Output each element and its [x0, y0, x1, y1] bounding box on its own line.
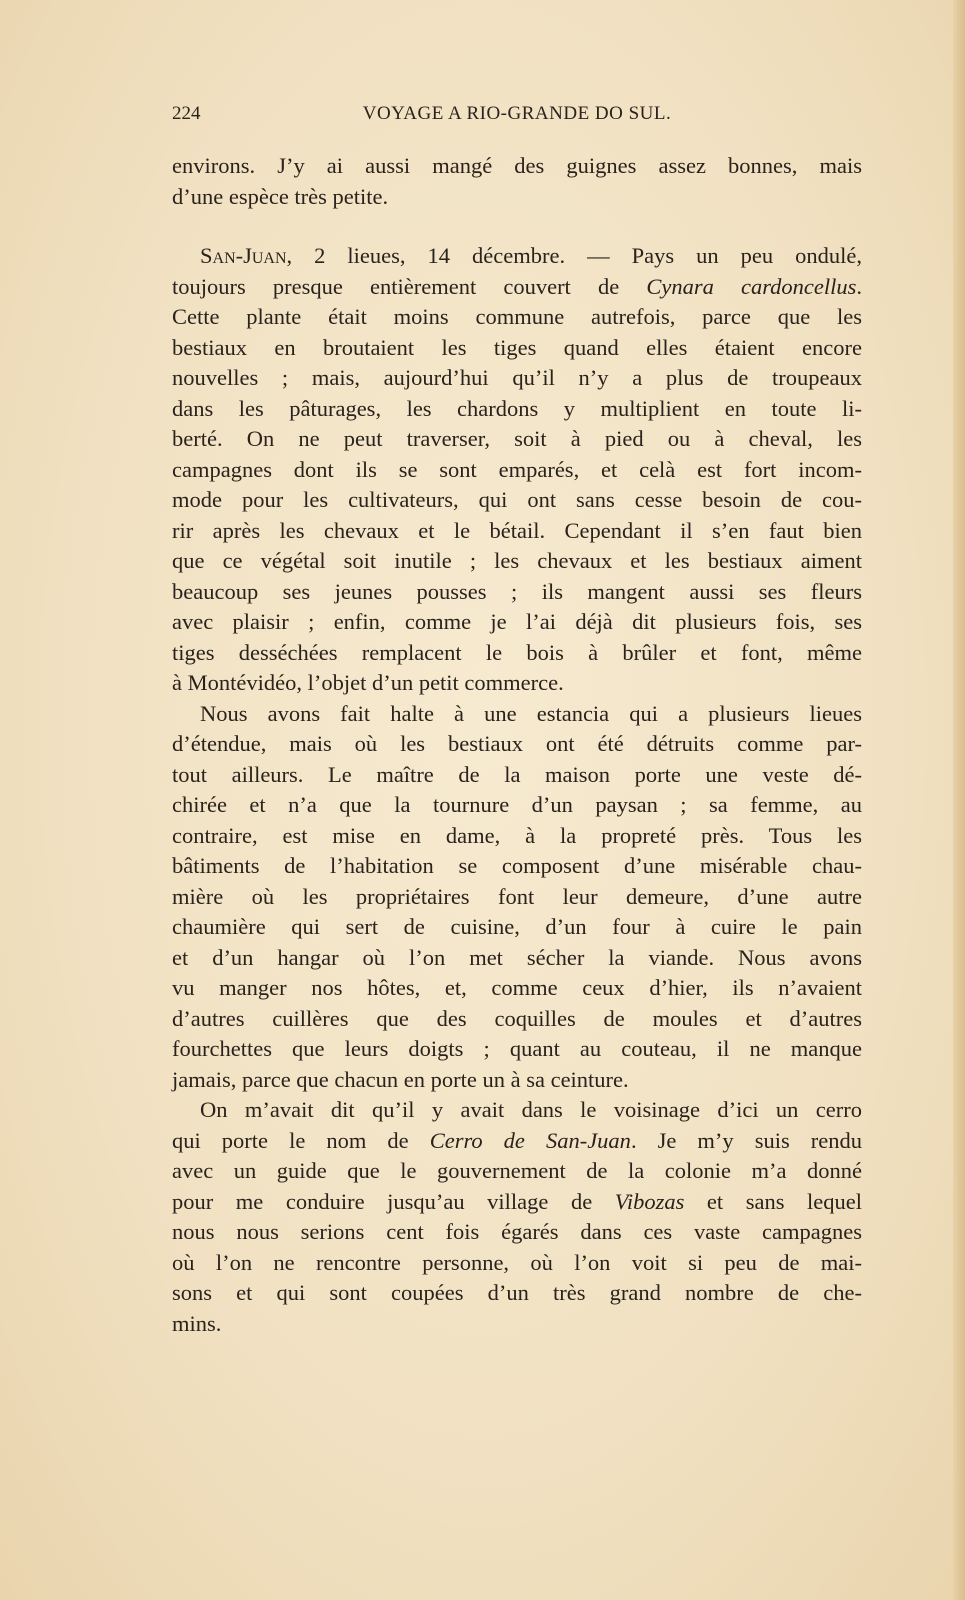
text-span: bestiaux en broutaient les tiges quand elles étaient encore — [172, 334, 862, 360]
italic-text: Vibozas — [614, 1188, 685, 1214]
text-line — [172, 882, 862, 913]
text-span: pour me conduire jusqu’au village de — [172, 1188, 615, 1214]
text-line — [172, 516, 862, 547]
text-line — [172, 455, 862, 486]
text-span: chirée et n’a que la tournure d’un paysan ; sa femme, au — [172, 792, 862, 817]
paragraph — [172, 241, 862, 699]
text-span: jamais, parce que chacun en porte un à sa ceinture. — [172, 1066, 629, 1092]
text-span: environs. J’y ai aussi mangé des guignes assez bonnes, mais — [172, 153, 862, 178]
text-span: vu manger nos hôtes, et, comme ceux d’hier, ils n’avaient — [172, 975, 862, 1000]
paragraph-gap — [172, 212, 862, 241]
page-header — [172, 103, 862, 131]
text-span: mins. — [172, 1310, 222, 1336]
text-line — [172, 394, 862, 425]
text-line — [172, 485, 862, 516]
text-span: et sans lequel — [684, 1188, 862, 1214]
text-line — [172, 1034, 862, 1065]
text-span: Nous avons fait halte à une estancia qui a plusieurs lieues — [200, 700, 862, 726]
text-span: sons et qui sont coupées d’un très grand nombre de che- — [172, 1280, 862, 1305]
text-line — [172, 1065, 862, 1096]
text-line — [172, 973, 862, 1004]
text-span: . Je m’y suis rendu — [630, 1127, 862, 1153]
text-line — [172, 943, 862, 974]
text-line — [172, 1095, 862, 1126]
paragraph — [172, 151, 862, 212]
text-line — [172, 577, 862, 608]
text-line — [172, 638, 862, 669]
text-span: mière où les propriétaires font leur demeure, d’une autre — [172, 883, 862, 909]
text-line — [172, 546, 862, 577]
text-span: avec plaisir ; enfin, comme je l’ai déjà dit plusieurs fois, ses — [172, 609, 862, 634]
text-line — [172, 1126, 862, 1157]
text-line — [172, 668, 862, 699]
text-span: toujours presque entièrement couvert de — [172, 273, 647, 299]
text-span: tiges desséchées remplacent le bois à brûler et font, même — [172, 639, 862, 665]
text-line — [172, 241, 862, 272]
text-span: , 2 lieues, 14 décembre. — Pays un peu ondulé, — [286, 243, 862, 268]
text-span: Cette plante était moins commune autrefois, parce que les — [172, 304, 862, 329]
text-line — [172, 1004, 862, 1035]
text-span: mode pour les cultivateurs, qui ont sans cesse besoin de cou- — [172, 487, 862, 512]
text-line — [172, 302, 862, 333]
text-span: campagnes dont ils se sont emparés, et celà est fort incom- — [172, 456, 862, 482]
text-span: où l’on ne rencontre personne, où l’on voit si peu de mai- — [172, 1249, 862, 1275]
text-line — [172, 1217, 862, 1248]
page-number: 224 — [172, 103, 201, 124]
text-span: bâtiments de l’habitation se composent d’une misérable chau- — [172, 853, 862, 878]
text-span: avec un guide que le gouvernement de la colonie m’a donné — [172, 1158, 862, 1183]
text-span: d’étendue, mais où les bestiaux ont été détruits comme par- — [172, 731, 862, 756]
text-line — [172, 272, 862, 303]
text-span: rir après les chevaux et le bétail. Cependant il s’en faut bien — [172, 517, 862, 543]
text-line — [172, 1187, 862, 1218]
paragraph — [172, 1095, 862, 1339]
text-line — [172, 821, 862, 852]
text-span: et d’un hangar où l’on met sécher la viande. Nous avons — [172, 944, 862, 970]
text-line — [172, 424, 862, 455]
text-span: . — [856, 273, 863, 299]
text-line — [172, 1156, 862, 1187]
text-line — [172, 607, 862, 638]
text-span: d’autres cuillères que des coquilles de moules et d’autres — [172, 1005, 862, 1031]
text-span: contraire, est mise en dame, à la propreté près. Tous les — [172, 822, 862, 848]
text-line — [172, 760, 862, 791]
text-span: tout ailleurs. Le maître de la maison porte une veste dé- — [172, 761, 862, 787]
text-line — [172, 1248, 862, 1279]
text-span: beaucoup ses jeunes pousses ; ils mangent aussi ses fleurs — [172, 578, 862, 604]
text-span: qui porte le nom de — [172, 1127, 430, 1153]
text-line — [172, 363, 862, 394]
text-span: d’une espèce très petite. — [172, 183, 389, 209]
text-span: dans les pâturages, les chardons y multiplient en toute li- — [172, 395, 862, 421]
italic-text: Cerro de San-Juan — [429, 1127, 631, 1153]
text-span: berté. On ne peut traverser, soit à pied ou à cheval, les — [172, 426, 862, 451]
paragraph — [172, 699, 862, 1096]
text-line — [172, 182, 862, 213]
body-text — [172, 151, 862, 1339]
text-line — [172, 790, 862, 821]
text-line — [172, 151, 862, 182]
text-line — [172, 1309, 862, 1340]
page-edge — [953, 0, 965, 1600]
text-line — [172, 912, 862, 943]
running-title: VOYAGE A RIO-GRANDE DO SUL. — [362, 103, 672, 124]
text-span: chaumière qui sert de cuisine, d’un four à cuire le pain — [172, 914, 862, 939]
text-line — [172, 851, 862, 882]
text-line — [172, 1278, 862, 1309]
text-span: nouvelles ; mais, aujourd’hui qu’il n’y a plus de troupeaux — [172, 365, 862, 390]
text-line — [172, 729, 862, 760]
italic-text: Cynara cardoncellus — [646, 273, 857, 299]
text-span: On m’avait dit qu’il y avait dans le voisinage d’ici un cerro — [200, 1097, 862, 1122]
text-line — [172, 333, 862, 364]
text-span: à Montévidéo, l’objet d’un petit commerce. — [172, 670, 564, 695]
text-span: fourchettes que leurs doigts ; quant au couteau, il ne manque — [172, 1036, 862, 1061]
text-line — [172, 699, 862, 730]
small-caps-text: San-Juan — [200, 243, 287, 268]
text-span: nous nous serions cent fois égarés dans ces vaste campagnes — [172, 1219, 862, 1244]
text-span: que ce végétal soit inutile ; les chevaux et les bestiaux aiment — [172, 548, 862, 573]
